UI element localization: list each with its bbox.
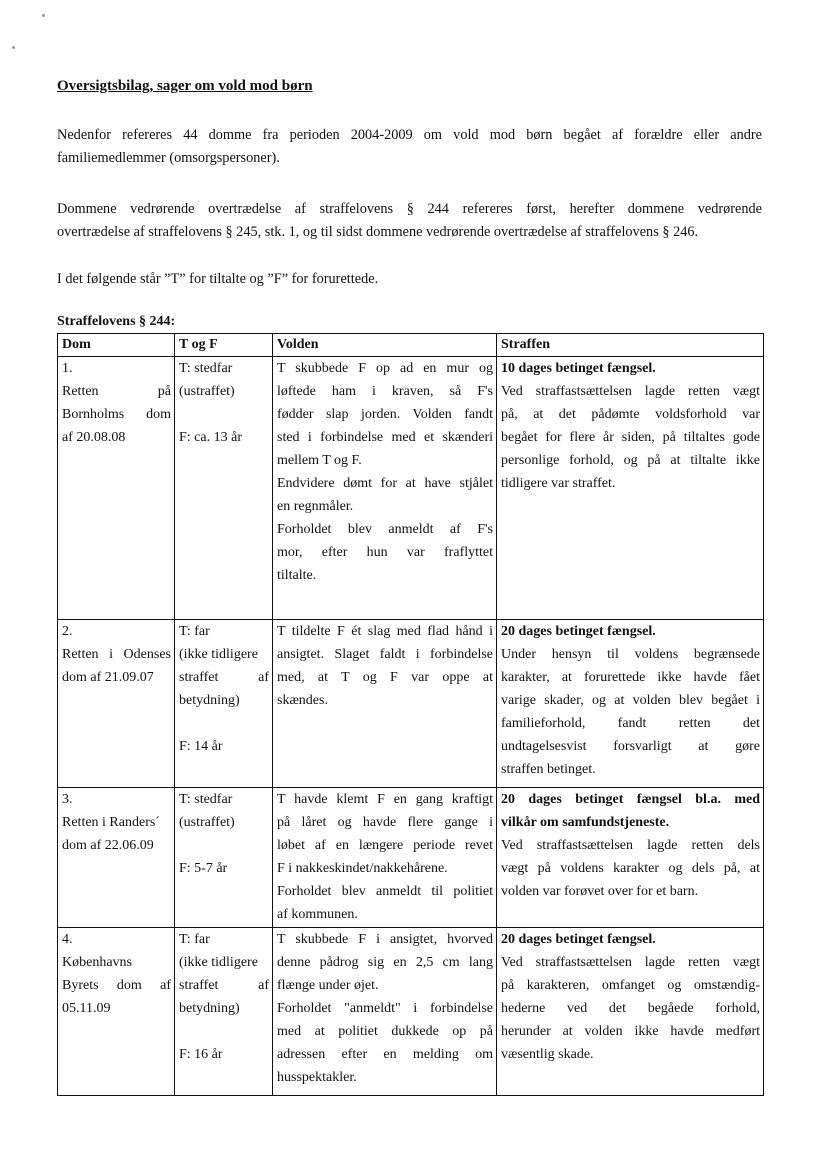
parties-cell: T: far (ikke tidligere straffet af betydning) F: 14 år — [175, 620, 273, 788]
table-row — [58, 620, 764, 788]
dom-cell: 3. Retten i Randers´ dom af 22.06.09 — [58, 788, 175, 928]
volden-cell: T skubbede F op ad en mur og løftede ham i kraven, så F's fødder slap jorden. Volden fandt sted i forbindelse med et skænderi mellem T og F. Endvidere dømt for at have stjålet en regnmåler. Forholdet blev anmeldt af F's mor, efter hun var fraflyttet tiltalte. — [273, 357, 497, 620]
volden-cell: T tildelte F ét slag med flad hånd i ansigtet. Slaget faldt i forbindelse med, at T og F var oppe at skændes. — [273, 620, 497, 788]
dom-cell: 4. Københavns Byrets dom af 05.11.09 — [58, 928, 175, 1096]
parties-cell: T: stedfar (ustraffet) F: ca. 13 år — [175, 357, 273, 620]
header-dom: Dom — [58, 334, 175, 357]
scan-speck — [12, 46, 15, 49]
sentence-title: 10 dages betinget fængsel. — [501, 361, 656, 376]
legend-paragraph: I det følgende står ”T” for tiltalte og ”F” for forurettede. — [57, 271, 379, 287]
scan-speck — [42, 14, 45, 17]
sentence-title: 20 dages betinget fængsel bl.a. med — [501, 792, 760, 807]
table-row — [58, 928, 764, 1096]
straffen-cell: 20 dages betinget fængsel. Ved straffastsættelsen lagde retten vægt på karakteren, omfanget og omstændig- hederne ved det begåede forhold, herunder at volden ikke havde medført væsentlig skade. — [497, 928, 764, 1096]
volden-cell: T skubbede F i ansigtet, hvorved denne pådrog sig en 2,5 cm lang flænge under øjet. Forholdet "anmeldt" i forbindelse med at politiet dukkede op på adressen efter en melding om husspektakler. — [273, 928, 497, 1096]
straffen-cell: 10 dages betinget fængsel. Ved straffastsættelsen lagde retten vægt på, at det pådømte voldsforhold var begået for flere år siden, på tiltaltes gode personlige forhold, og på at tiltalte ikke tidligere var straffet. — [497, 357, 764, 620]
volden-cell: T havde klemt F en gang kraftigt på låret og havde flere gange i løbet af en længere periode revet F i nakkeskindet/nakkehårene. Forholdet blev anmeldt til politiet af kommunen. — [273, 788, 497, 928]
header-straffen: Straffen — [497, 334, 764, 357]
sentence-title: 20 dages betinget fængsel. — [501, 624, 656, 639]
dom-cell: 2. Retten i Odenses dom af 21.09.07 — [58, 620, 175, 788]
header-volden: Volden — [273, 334, 497, 357]
table-row — [58, 788, 764, 928]
section-heading: Straffelovens § 244: — [57, 314, 176, 329]
straffen-cell: 20 dages betinget fængsel. Under hensyn til voldens begrænsede karakter, at forurettede ikke havde fået varige skader, og at volden blev begået i familieforhold, fandt retten det undtagelsesvist forsvarligt at gøre straffen betinget. — [497, 620, 764, 788]
parties-cell: T: far (ikke tidligere straffet af betydning) F: 16 år — [175, 928, 273, 1096]
dom-cell: 1. Retten på Bornholms dom af 20.08.08 — [58, 357, 175, 620]
parties-cell: T: stedfar (ustraffet) F: 5-7 år — [175, 788, 273, 928]
header-t-og-f: T og F — [175, 334, 273, 357]
table-header-row — [58, 334, 764, 357]
document-title: Oversigtsbilag, sager om vold mod børn — [57, 78, 313, 94]
table-row — [58, 357, 764, 620]
order-paragraph: Dommene vedrørende overtrædelse af straffelovens § 244 refereres først, herefter dommene vedrørende overtrædelse af straffelovens § 245, stk. 1, og til sidst dommene vedrørende overtrædelse af straffelovens § 246. — [57, 201, 762, 240]
verdicts-table — [57, 333, 764, 1096]
straffen-cell: 20 dages betinget fængsel bl.a. med vilkår om samfundstjeneste. Ved straffastsættelsen lagde retten dels vægt på voldens karakter og dels på, at volden var forøvet over for et barn. — [497, 788, 764, 928]
sentence-title: 20 dages betinget fængsel. — [501, 932, 656, 947]
intro-paragraph: Nedenfor refereres 44 domme fra perioden 2004-2009 om vold mod børn begået af forældre eller andre familiemedlemmer (omsorgspersoner). — [57, 127, 762, 166]
